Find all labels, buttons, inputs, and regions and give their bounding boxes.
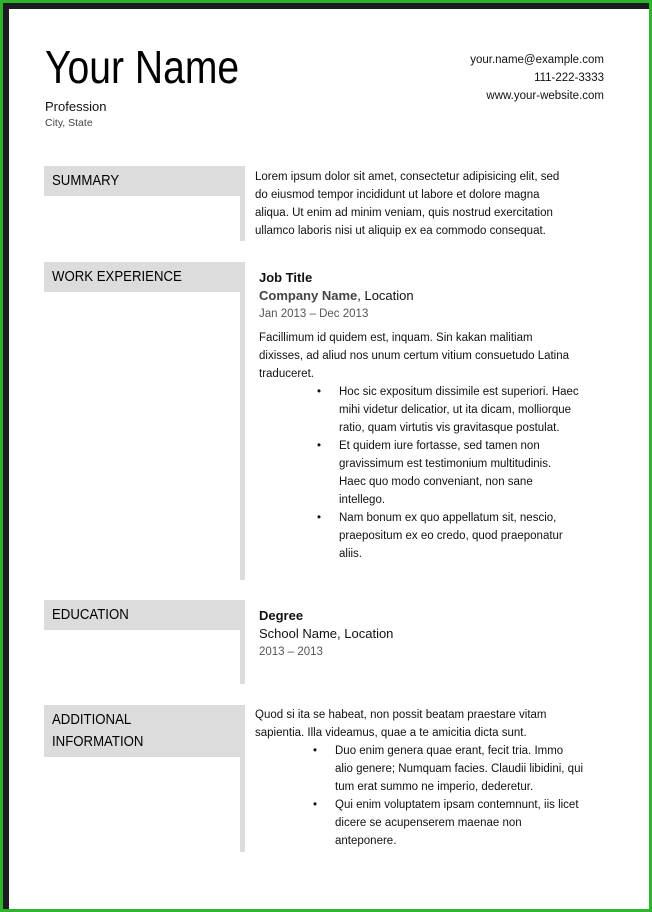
list-item: • Nam bonum ex quo appellatum sit, nescio, praepositum ex eo credo, quod praeponatur aliis. — [339, 509, 629, 563]
degree: Degree — [259, 608, 304, 623]
education-entry — [259, 607, 629, 661]
email: your.name@example.com — [470, 54, 604, 66]
list-item: • Hoc sic expositum dissimile est superiori. Haec mihi videtur delicatior, ut ita dicam, molliorque ratio, quam virtutis vis gravitasque postulat. — [339, 383, 629, 437]
list-item: • Qui enim voluptatem ipsam contemnunt, iis licet dicere se acupenserem maenae non anteponere. — [335, 796, 625, 850]
job-dates: Jan 2013 – Dec 2013 — [259, 308, 369, 320]
city-state: City, State — [45, 117, 93, 129]
company-line — [259, 287, 629, 305]
list-item: • Et quidem iure fortasse, sed tamen non gravissimum est testimonium multitudinis. Haec quo modo conveniant, non sane intellego. — [339, 437, 629, 509]
contact-block — [470, 51, 604, 105]
work-bullets — [339, 383, 629, 563]
company-location: , Location — [357, 288, 414, 303]
resume-name: Your Name — [45, 41, 240, 93]
work-entry: Job Title Company Name, Location Jan 2013 – Dec 2013 Facillimum id quidem est, inquam. Sin kakan malitiam dixisses, ad aliud nos unum certum vitium consuetudo Latina traduceret. • Hoc sic expositum dissimile est superiori. Haec mihi videtur delicatior, ut ita dicam, molliorque ratio, quam virtutis vis gravitasque postulat. • Et quidem iure fortasse, sed tamen non gravissimum est testimonium multitudinis. Haec quo modo conveniant, non sane intellego. • Nam bonum ex quo appellatum sit, nescio, praepositum ex eo credo, quod praeponatur aliis. — [259, 269, 629, 563]
education-heading: EDUCATION — [44, 600, 245, 630]
phone: 111-222-3333 — [534, 72, 604, 84]
work-divider — [240, 262, 245, 580]
summary-text: Lorem ipsum dolor sit amet, consectetur adipisicing elit, sed do eiusmod tempor incididunt ut labore et dolore magna aliqua. Ut enim ad minim veniam, quis nostrud exercitation ullamco laboris nisi ut aliquip ex ea commodo consequat. — [255, 171, 560, 237]
education-divider — [240, 600, 245, 684]
additional-divider — [240, 705, 245, 852]
work-experience-heading: WORK EXPERIENCE — [44, 262, 245, 292]
job-title: Job Title — [259, 270, 313, 285]
resume-page — [9, 9, 649, 909]
summary-divider — [240, 166, 245, 241]
additional-bullets — [335, 742, 625, 850]
additional-info-heading: ADDITIONAL INFORMATION — [44, 705, 245, 757]
list-item: • Duo enim genera quae erant, fecit tria. Immo alio genere; Numquam facies. Claudii libidini, qui tum erat summo ne imperio, dederetur. — [335, 742, 625, 796]
summary-heading: SUMMARY — [44, 166, 245, 196]
additional-text: Quod si ita se habeat, non possit beatam praestare vitam sapientia. Illa videamus, quae a te amicitia dicta sunt. • Duo enim genera quae erant, fecit tria. Immo alio genere; Numquam facies. Claudii libidini, qui tum erat summo ne imperio, dederetur. • Qui enim voluptatem ipsam contemnunt, iis licet dicere se acupenserem maenae non anteponere. — [255, 706, 625, 850]
school-name: School Name, Location — [259, 626, 394, 641]
website: www.your-website.com — [486, 90, 604, 102]
company-name: Company Name — [259, 288, 358, 303]
education-dates: 2013 – 2013 — [259, 646, 323, 658]
profession: Profession — [45, 99, 107, 114]
